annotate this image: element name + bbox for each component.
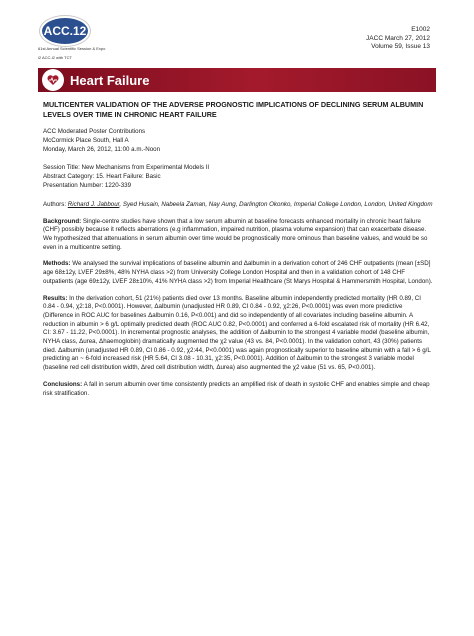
- conclusions-section: [43, 381, 433, 398]
- methods-text: We analysed the survival implications of baseline albumin and Δalbumin in a derivation cohort of 246 CHF outpatients (mean [±SD] age 68±12y, LVEF 29±8%, 48% NYHA class >2) from University College London Hospital and then in a validation cohort of 148 CHF outpatients (age 69±12y, LVEF 28±10%, 41% NYHA class >2) from Imperial Healthcare (St Marys Hospital & Hammersmith Hospital, London).: [43, 260, 433, 285]
- results-label: Results:: [43, 294, 68, 302]
- conclusions-text: A fall in serum albumin over time consistently predicts an amplified risk of death in systolic CHF and enables simple and cheap risk stratification.: [43, 380, 430, 397]
- meta-line: McCormick Place South, Hall A: [43, 136, 129, 144]
- volume-issue: Volume 59, Issue 13: [371, 43, 430, 50]
- logo-subtitle-2: i2 ACC-i2 with TCT: [38, 55, 72, 60]
- heart-icon: [42, 69, 64, 91]
- background-text: Single-centre studies have shown that a low serum albumin at baseline forecasts enhanced mortality in chronic heart failure (CHF) possibly because it reflects aberrations (e.g inflammation, impaired nutrition, plasma volume expansion) that can exacerbate disease. We hypothesized that attenuations in serum albumin over time would be prognostically more ominous than baseline values, and would be so even in a multicentre setting.: [43, 217, 428, 251]
- abstract-title: MULTICENTER VALIDATION OF THE ADVERSE PROGNOSTIC IMPLICATIONS OF DECLINING SERUM ALBUMIN LEVELS OVER TIME IN CHRONIC HEART FAILURE: [43, 100, 424, 119]
- section-title: Heart Failure: [70, 72, 150, 88]
- conclusions-label: Conclusions:: [43, 380, 83, 388]
- presentation-meta: [43, 128, 433, 154]
- section-banner: [38, 68, 436, 92]
- meta-line: Session Title: New Mechanisms from Experimental Models II: [43, 164, 210, 172]
- background-section: [43, 218, 433, 253]
- authors: [43, 201, 433, 210]
- publication-info: [366, 26, 430, 52]
- journal-date: JACC March 27, 2012: [366, 34, 430, 42]
- results-text: In the derivation cohort, 51 (21%) patients died over 13 months. Baseline albumin independently predicted mortality (HR 0.89, CI 0.84 - 0.94, χ2:18, P<0.0001). However, Δalbumin (unadjusted HR 0.89, CI 0.84 - 0.92, χ2:26, P<0.0001) was even more predictive (Difference in ROC AUC for baselines Δalbumin 0.16, P<0.001) and did so independently of all covariates including baseline albumin. A reduction in albumin > 6 g/L optimally predicted death (ROC AUC 0.82, P<0.0001) and conferred a 6-fold escalated risk of mortality (HR 6.42, CI: 3.67 - 11.22, P<0.0001). In incremental prognostic analyses, the addition of Δalbumin to the strongest 4 variable model (baseline albumin, NYHA class, Δurea, Δhaemoglobin) dramatically augmented the χ2 value (43 vs. 84, P<0.0001). In the validation cohort, 43 (30%) patients died. Δalbumin (unadjusted HR 0.89, CI 0.86 - 0.92, χ2:44, P<0.0001) was again prognostically superior to baseline albumin with a fall > 6 g/L predicting an ~ 6-fold increased risk (HR 5.64, CI 3.08 - 10.31, χ2:35, P<0.0001). Addition of Δalbumin to the strongest 3 variable model (baseline red cell distribution width, Δred cell distribution width, Δurea) also augmented the χ2 value (51 vs. 65, P<0.001).: [43, 294, 431, 372]
- first-author: Richard J. Jabbour: [67, 200, 120, 208]
- methods-label: Methods:: [43, 260, 71, 268]
- meta-line: Abstract Category: 15. Heart Failure: Basic: [43, 173, 161, 181]
- acc-logo: [38, 16, 106, 66]
- other-authors: , Syed Husain, Nabeela Zaman, Nay Aung, Darlington Okonko, Imperial College London, London, United Kingdom: [119, 200, 433, 208]
- authors-label: Authors:: [43, 200, 67, 208]
- meta-line: ACC Moderated Poster Contributions: [43, 128, 146, 135]
- page-number: E1002: [411, 26, 430, 33]
- background-label: Background:: [43, 217, 82, 225]
- results-section: [43, 295, 433, 373]
- logo-badge: ACC.12: [40, 16, 90, 46]
- abstract-content: [43, 100, 433, 406]
- meta-line: Presentation Number: 1220-339: [43, 181, 132, 189]
- methods-section: [43, 260, 433, 286]
- logo-subtitle: 61st Annual Scientific Session & Expo: [38, 46, 106, 51]
- session-meta: [43, 164, 433, 190]
- meta-line: Monday, March 26, 2012, 11:00 a.m.-Noon: [43, 145, 161, 153]
